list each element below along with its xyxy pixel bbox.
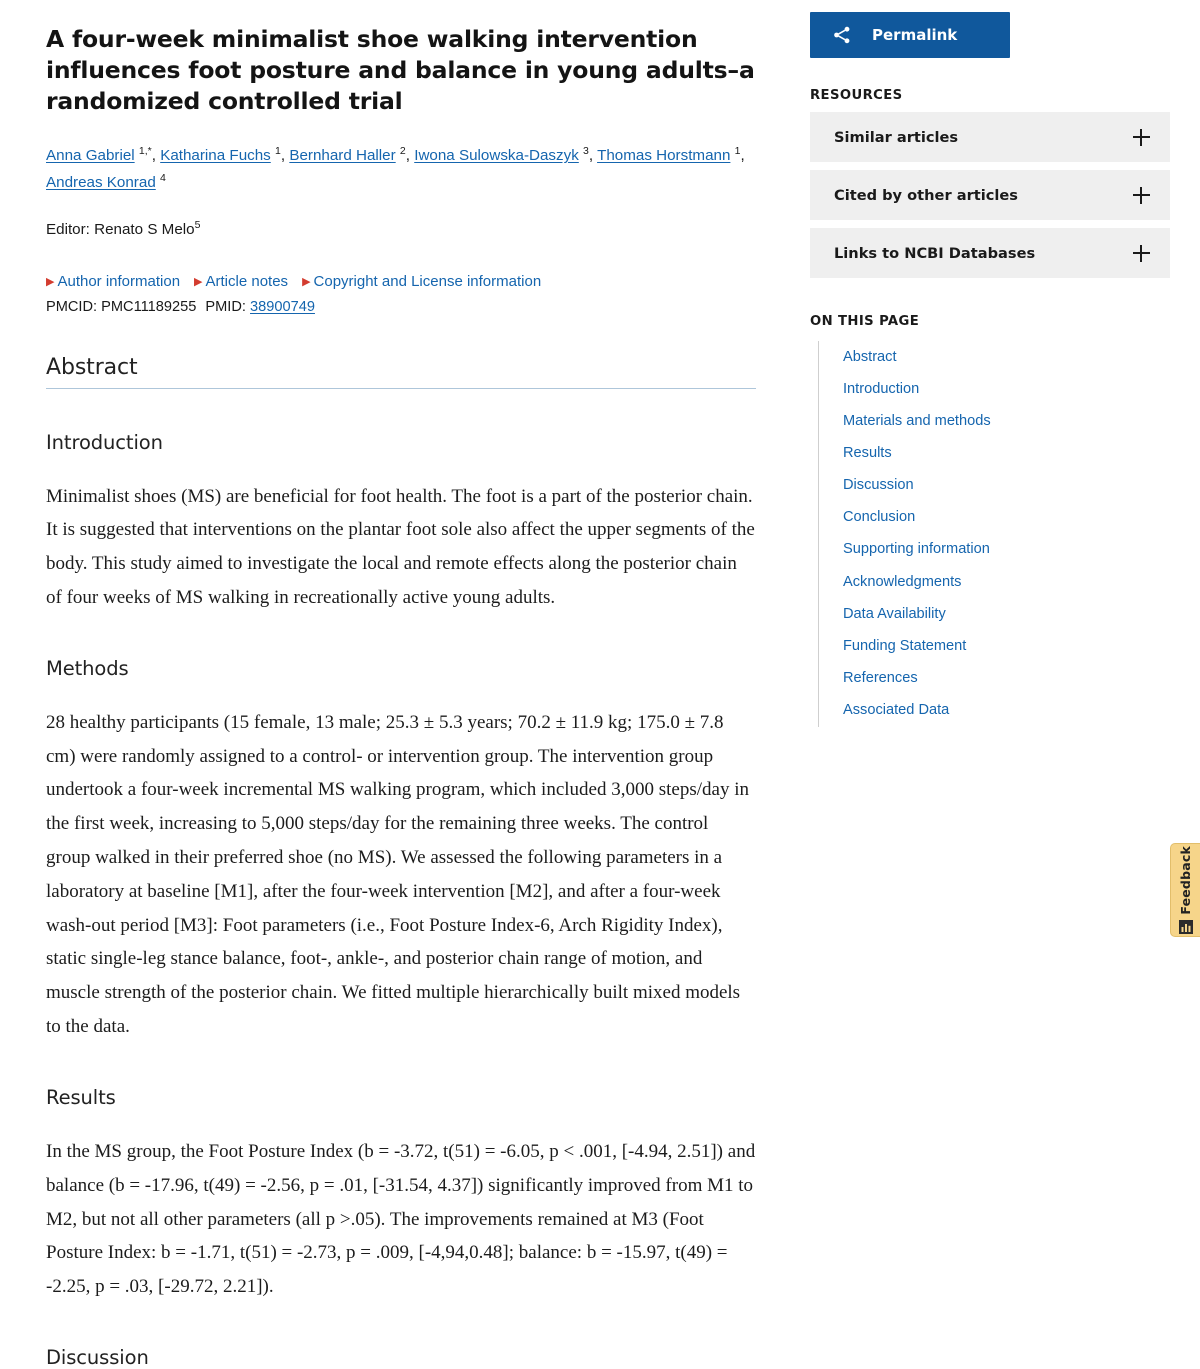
meta-link[interactable] [46,273,180,290]
editor-label: Editor: [46,221,95,239]
pmcid-value: PMC11189255 [101,298,197,315]
author-affiliation-marker: 2 [399,144,406,157]
toc-link[interactable]: Funding Statement [843,637,967,654]
abstract-subsection-heading: Methods [46,656,129,680]
author-affiliation-marker: 1,* [138,144,152,157]
resources-list [810,112,1176,278]
feedback-label: Feedback [1178,845,1193,915]
list-item [819,663,1176,695]
permalink-button[interactable] [810,12,1010,58]
list-item [819,470,1176,502]
list-item [819,502,1176,534]
abstract-subsection-heading: Discussion [46,1345,149,1369]
permalink-label: Permalink [872,26,958,44]
author-link[interactable]: Katharina Fuchs [160,147,271,165]
abstract-subsection-heading: Introduction [46,430,163,454]
toc-link[interactable]: Data Availability [843,605,946,622]
abstract-heading: Abstract [46,355,756,389]
abstract-subsection-heading: Results [46,1085,116,1109]
pmid-label: PMID: [205,298,246,315]
resources-heading: RESOURCES [810,88,903,103]
list-item [819,598,1176,630]
pmid-link[interactable]: 38900749 [250,298,315,315]
resource-row[interactable] [810,112,1170,162]
triangle-right-icon: ▶ [46,275,55,288]
triangle-right-icon: ▶ [194,275,203,288]
author-link[interactable]: Anna Gabriel [46,147,135,165]
abstract-sections [46,431,756,1369]
meta-link[interactable] [194,273,288,290]
article-identifiers [46,299,756,315]
toc-link[interactable]: Associated Data [843,702,950,719]
list-item [819,534,1176,566]
on-this-page-heading: ON THIS PAGE [810,314,920,329]
meta-link-label: Author information [57,272,181,290]
author-link[interactable]: Andreas Konrad [46,173,156,191]
list-item [819,630,1176,662]
plus-icon[interactable] [1133,187,1150,204]
abstract-paragraph: Minimalist shoes (MS) are beneficial for foot health. The foot is a part of the posterior chain. It is suggested that interventions on the plantar foot sole also affect the upper segments of the body. This study aimed to investigate the local and remote effects along the posterior chain of four weeks of MS walking in recreationally active young adults. [46,485,755,608]
toc-link[interactable]: Abstract [843,348,897,365]
on-this-page-list [818,341,1176,727]
editor-affiliation-marker: 5 [194,219,201,232]
author-list: Anna Gabriel $^{1,*}$, Katharina Fuchs $^1$, Bernhard Haller $^2$, Iwona Sulowska-Daszyk $^3$, Thomas Horstmann $^1$, Andreas Konrad $^4$ [46,144,745,191]
list-item [819,695,1176,727]
abstract-paragraph: 28 healthy participants (15 female, 13 male; 25.3 ± 5.3 years; 70.2 ± 11.9 kg; 175.0 ± 7.8 cm) were randomly assigned to a control- or intervention group. The intervention group undertook a four-week incremental MS walking program, which included 3,000 steps/day in the first week, increasing to 5,000 steps/day for the remaining three weeks. The control group walked in their preferred shoe (no MS). We assessed the following parameters in a laboratory at baseline [M1], after the four-week intervention [M2], and after a four-week wash-out period [M3]: Foot parameters (i.e., Foot Posture Index-6, Arch Rigidity Index), static single-leg stance balance, foot-, ankle-, and posterior chain range of motion, and muscle strength of the posterior chain. We fitted multiple hierarchically built mixed models to the data. [46,711,749,1038]
author-link[interactable]: Iwona Sulowska-Daszyk [414,147,579,165]
author-link[interactable]: Bernhard Haller [289,147,396,165]
toc-link[interactable]: Results [843,444,892,461]
list-item [819,405,1176,437]
toc-link[interactable]: Discussion [843,477,914,494]
resource-row[interactable] [810,170,1170,220]
meta-link-label: Article notes [205,272,289,290]
list-item [819,341,1176,373]
chart-bars-icon [1179,920,1193,934]
toc-link[interactable]: Conclusion [843,509,916,526]
meta-link-label: Copyright and License information [313,272,542,290]
list-item [819,566,1176,598]
abstract-paragraph: In the MS group, the Foot Posture Index (b = -3.72, t(51) = -6.05, p < .001, [-4.94, 2.51]) and balance (b = -17.96, t(49) = -2.56, p = .01, [-31.54, 4.37]) significantly improved from M1 to M2, but not all other parameters (all p >.05). The improvements remained at M3 (Foot Posture Index: b = -1.71, t(51) = -2.73, p = .009, [-4,94,0.48]; balance: b = -15.97, t(49) = -2.25, p = .03, [-29.72, 2.21]). [46,1140,756,1298]
author-affiliation-marker: 4 [160,171,166,184]
page-title: A four-week minimalist shoe walking intervention influences foot posture and balance in young adults–a randomized controlled trial [46,25,755,116]
share-icon [832,25,852,45]
resource-row-label: Similar articles [834,128,959,146]
resource-row[interactable] [810,228,1170,278]
author-affiliation-marker: 3 [583,144,589,157]
resource-row-label: Links to NCBI Databases [834,244,1036,262]
editor-line [46,218,756,242]
editor-name: Renato S Melo [94,221,195,239]
plus-icon[interactable] [1133,129,1150,146]
toc-link[interactable]: Introduction [843,380,920,397]
author-affiliation-marker: 1 [275,144,281,157]
list-item [819,437,1176,469]
pmcid-label: PMCID: [46,298,98,315]
meta-link[interactable] [302,273,541,290]
toc-link[interactable]: Acknowledgments [843,573,962,590]
sidebar [800,0,1200,727]
plus-icon[interactable] [1133,245,1150,262]
feedback-tab[interactable] [1170,843,1200,937]
resource-row-label: Cited by other articles [834,186,1018,204]
toc-link[interactable]: References [843,670,918,687]
toc-link[interactable]: Materials and methods [843,412,991,429]
list-item [819,373,1176,405]
toc-link[interactable]: Supporting information [843,541,990,558]
article-meta-links [46,273,756,290]
author-affiliation-marker: 1 [734,144,741,157]
triangle-right-icon: ▶ [302,275,311,288]
author-link[interactable]: Thomas Horstmann [597,147,731,165]
